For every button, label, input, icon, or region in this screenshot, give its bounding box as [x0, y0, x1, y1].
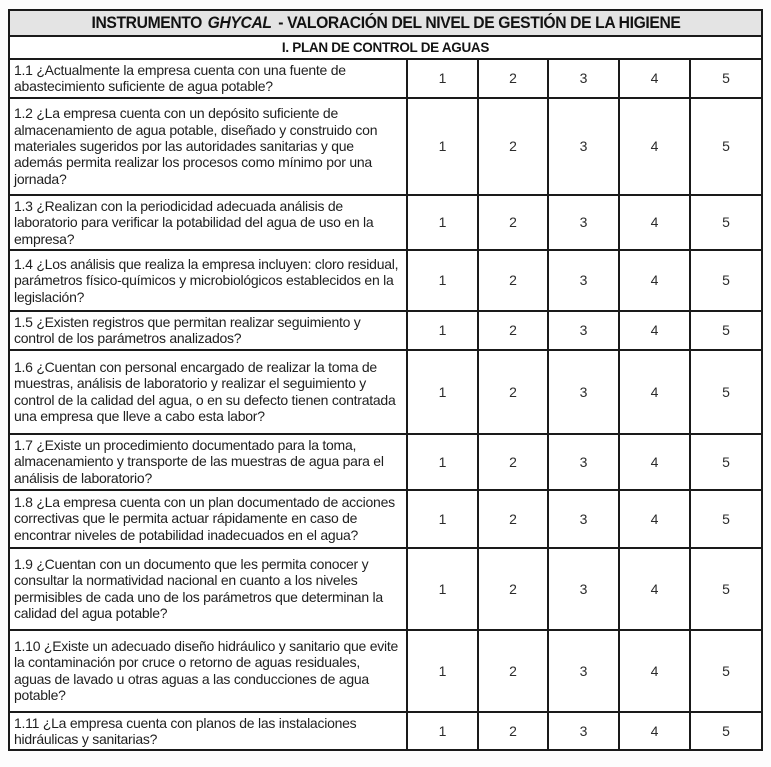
rating-cell-2[interactable]: 2	[478, 630, 548, 712]
rating-cell-5[interactable]: 5	[690, 59, 762, 98]
rating-cell-4[interactable]: 4	[619, 548, 690, 630]
rating-cell-4[interactable]: 4	[619, 434, 690, 490]
rating-cell-3[interactable]: 3	[548, 350, 619, 434]
question-text: 1.11 ¿La empresa cuenta con planos de las instalaciones hidráulicas y sanitarias?	[9, 712, 407, 751]
rating-cell-3[interactable]: 3	[548, 311, 619, 350]
question-row	[9, 548, 762, 630]
rating-cell-1[interactable]: 1	[407, 250, 478, 311]
question-text: 1.2 ¿La empresa cuenta con un depósito suficiente de almacenamiento de agua potable, diseñado y construido con materiales sugeridos por las autoridades sanitarias y que además permita realizar los procesos como mínimo por una jornada?	[9, 98, 407, 195]
rating-cell-2[interactable]: 2	[478, 350, 548, 434]
title-prefix: INSTRUMENTO	[91, 13, 202, 32]
question-text: 1.1 ¿Actualmente la empresa cuenta con una fuente de abastecimiento suficiente de agua potable?	[9, 59, 407, 98]
rating-cell-4[interactable]: 4	[619, 250, 690, 311]
question-row	[9, 434, 762, 490]
ghycal-table	[8, 9, 763, 751]
rating-cell-3[interactable]: 3	[548, 195, 619, 250]
rating-cell-5[interactable]: 5	[690, 195, 762, 250]
rating-cell-3[interactable]: 3	[548, 434, 619, 490]
question-text: 1.6 ¿Cuentan con personal encargado de realizar la toma de muestras, análisis de laboratorio y realizar el seguimiento y control de la calidad del agua, o en su defecto tienen contratada una empresa que lleve a cabo esta labor?	[9, 350, 407, 434]
question-row	[9, 311, 762, 350]
question-row	[9, 195, 762, 250]
rating-cell-5[interactable]: 5	[690, 311, 762, 350]
rating-cell-5[interactable]: 5	[690, 490, 762, 548]
rating-cell-1[interactable]: 1	[407, 59, 478, 98]
rating-cell-4[interactable]: 4	[619, 59, 690, 98]
rating-cell-1[interactable]: 1	[407, 98, 478, 195]
rating-cell-5[interactable]: 5	[690, 350, 762, 434]
rating-cell-2[interactable]: 2	[478, 59, 548, 98]
question-row	[9, 350, 762, 434]
rating-cell-5[interactable]: 5	[690, 630, 762, 712]
rating-cell-3[interactable]: 3	[548, 250, 619, 311]
rating-cell-3[interactable]: 3	[548, 98, 619, 195]
rating-cell-5[interactable]: 5	[690, 548, 762, 630]
rating-cell-5[interactable]: 5	[690, 434, 762, 490]
question-row	[9, 630, 762, 712]
rating-cell-3[interactable]: 3	[548, 548, 619, 630]
title-brand: GHYCAL	[207, 13, 272, 32]
rating-cell-1[interactable]: 1	[407, 630, 478, 712]
rating-cell-4[interactable]: 4	[619, 350, 690, 434]
rating-cell-5[interactable]: 5	[690, 250, 762, 311]
title-suffix: - VALORACIÓN DEL NIVEL DE GESTIÓN DE LA HIGIENE	[277, 13, 680, 32]
question-text: 1.7 ¿Existe un procedimiento documentado para la toma, almacenamiento y transporte de las muestras de agua para el análisis de laboratorio?	[9, 434, 407, 490]
rating-cell-3[interactable]: 3	[548, 630, 619, 712]
question-text: 1.10 ¿Existe un adecuado diseño hidráulico y sanitario que evite la contaminación por cruce o retorno de aguas residuales, aguas de lavado u otras aguas a las conducciones de agua potable?	[9, 630, 407, 712]
rating-cell-1[interactable]: 1	[407, 195, 478, 250]
rating-cell-1[interactable]: 1	[407, 712, 478, 751]
rating-cell-2[interactable]: 2	[478, 311, 548, 350]
rating-cell-1[interactable]: 1	[407, 434, 478, 490]
rating-cell-2[interactable]: 2	[478, 98, 548, 195]
rating-cell-1[interactable]: 1	[407, 490, 478, 548]
question-text: 1.5 ¿Existen registros que permitan realizar seguimiento y control de los parámetros analizados?	[9, 311, 407, 350]
rating-cell-2[interactable]: 2	[478, 250, 548, 311]
question-row	[9, 712, 762, 751]
rating-cell-5[interactable]: 5	[690, 712, 762, 751]
rating-cell-2[interactable]: 2	[478, 548, 548, 630]
question-row	[9, 250, 762, 311]
rating-cell-2[interactable]: 2	[478, 434, 548, 490]
title-row	[9, 10, 762, 36]
rating-cell-4[interactable]: 4	[619, 630, 690, 712]
rating-cell-3[interactable]: 3	[548, 490, 619, 548]
question-row	[9, 59, 762, 98]
question-text: 1.8 ¿La empresa cuenta con un plan documentado de acciones correctivas que le permita actuar rápidamente en caso de encontrar niveles de potabilidad inadecuados en el agua?	[9, 490, 407, 548]
rating-cell-2[interactable]: 2	[478, 712, 548, 751]
section-header: I. PLAN DE CONTROL DE AGUAS	[9, 36, 762, 59]
rating-cell-2[interactable]: 2	[478, 490, 548, 548]
rating-cell-2[interactable]: 2	[478, 195, 548, 250]
rating-cell-4[interactable]: 4	[619, 311, 690, 350]
question-text: 1.3 ¿Realizan con la periodicidad adecuada análisis de laboratorio para verificar la potabilidad del agua de uso en la empresa?	[9, 195, 407, 250]
question-row	[9, 490, 762, 548]
rating-cell-5[interactable]: 5	[690, 98, 762, 195]
question-text: 1.9 ¿Cuentan con un documento que les permita conocer y consultar la normatividad nacional en cuanto a los niveles permisibles de cada uno de los parámetros que determinan la calidad del agua potable?	[9, 548, 407, 630]
rating-cell-3[interactable]: 3	[548, 712, 619, 751]
section-row	[9, 36, 762, 59]
rating-cell-4[interactable]: 4	[619, 712, 690, 751]
rating-cell-4[interactable]: 4	[619, 490, 690, 548]
rating-cell-4[interactable]: 4	[619, 195, 690, 250]
question-text: 1.4 ¿Los análisis que realiza la empresa incluyen: cloro residual, parámetros físico-químicos y microbiológicos establecidos en la legislación?	[9, 250, 407, 311]
rating-cell-1[interactable]: 1	[407, 548, 478, 630]
rating-cell-1[interactable]: 1	[407, 350, 478, 434]
table-title	[9, 10, 762, 36]
rating-cell-4[interactable]: 4	[619, 98, 690, 195]
table-title-text	[91, 14, 680, 33]
rating-cell-3[interactable]: 3	[548, 59, 619, 98]
question-row	[9, 98, 762, 195]
rating-cell-1[interactable]: 1	[407, 311, 478, 350]
